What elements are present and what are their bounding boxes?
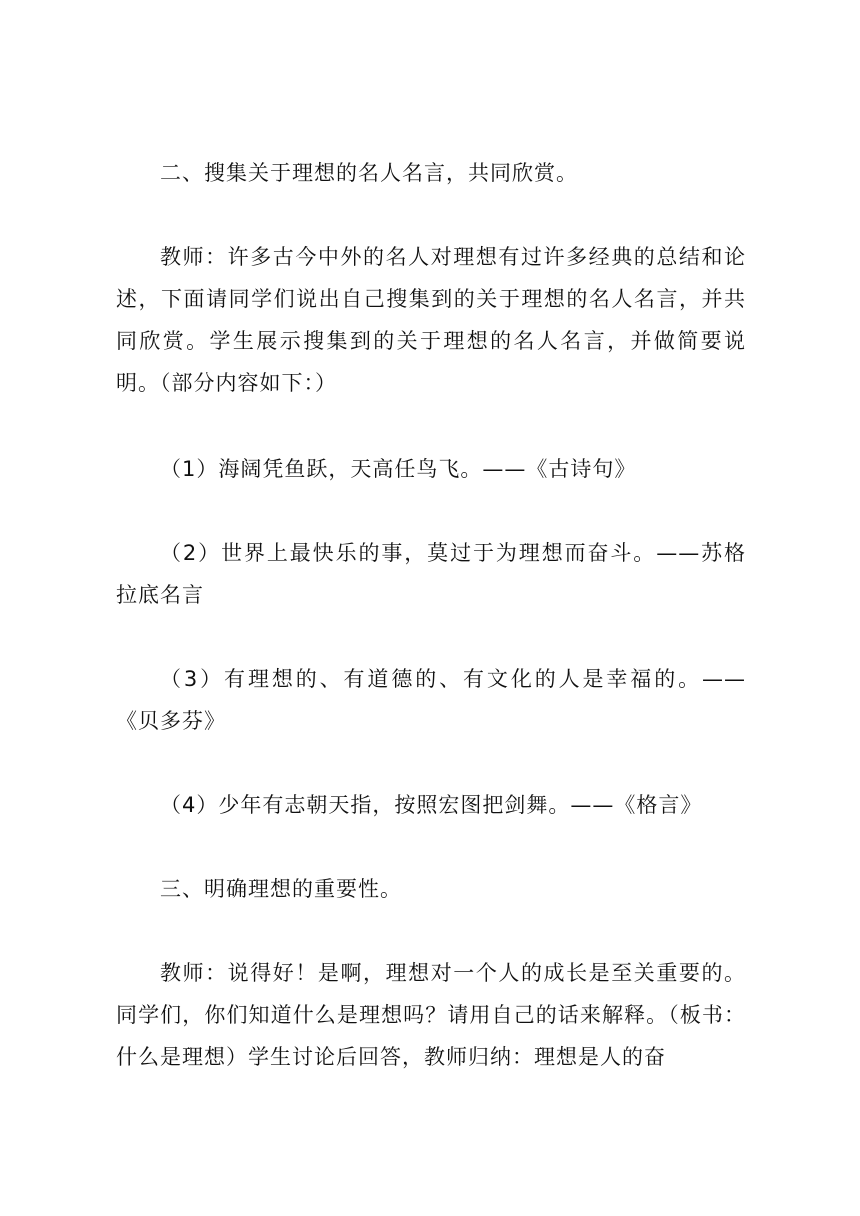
teacher-paragraph-2: 教师：说得好！是啊，理想对一个人的成长是至关重要的。同学们，你们知道什么是理想吗？请用自己的话来解释。（板书：什么是理想）学生讨论后回答，教师归纳：理想是人的奋 bbox=[116, 961, 746, 1069]
section-heading-2: 二、搜集关于理想的名人名言，共同欣赏。 bbox=[160, 161, 578, 185]
quote-4: （4）少年有志朝天指，按照宏图把剑舞。——《格言》 bbox=[160, 793, 703, 817]
teacher-paragraph-1: 教师：许多古今中外的名人对理想有过许多经典的总结和论述，下面请同学们说出自己搜集到的关于理想的名人名言，并共同欣赏。学生展示搜集到的关于理想的名人名言，并做简要说明。（部分内容如下：） bbox=[116, 245, 746, 395]
quote-2: （2）世界上最快乐的事，莫过于为理想而奋斗。——苏格拉底名言 bbox=[116, 541, 746, 607]
quote-1: （1）海阔凭鱼跃，天高任鸟飞。——《古诗句》 bbox=[160, 457, 637, 481]
quote-3: （3）有理想的、有道德的、有文化的人是幸福的。——《贝多芬》 bbox=[116, 667, 746, 733]
section-heading-3: 三、明确理想的重要性。 bbox=[160, 877, 402, 901]
